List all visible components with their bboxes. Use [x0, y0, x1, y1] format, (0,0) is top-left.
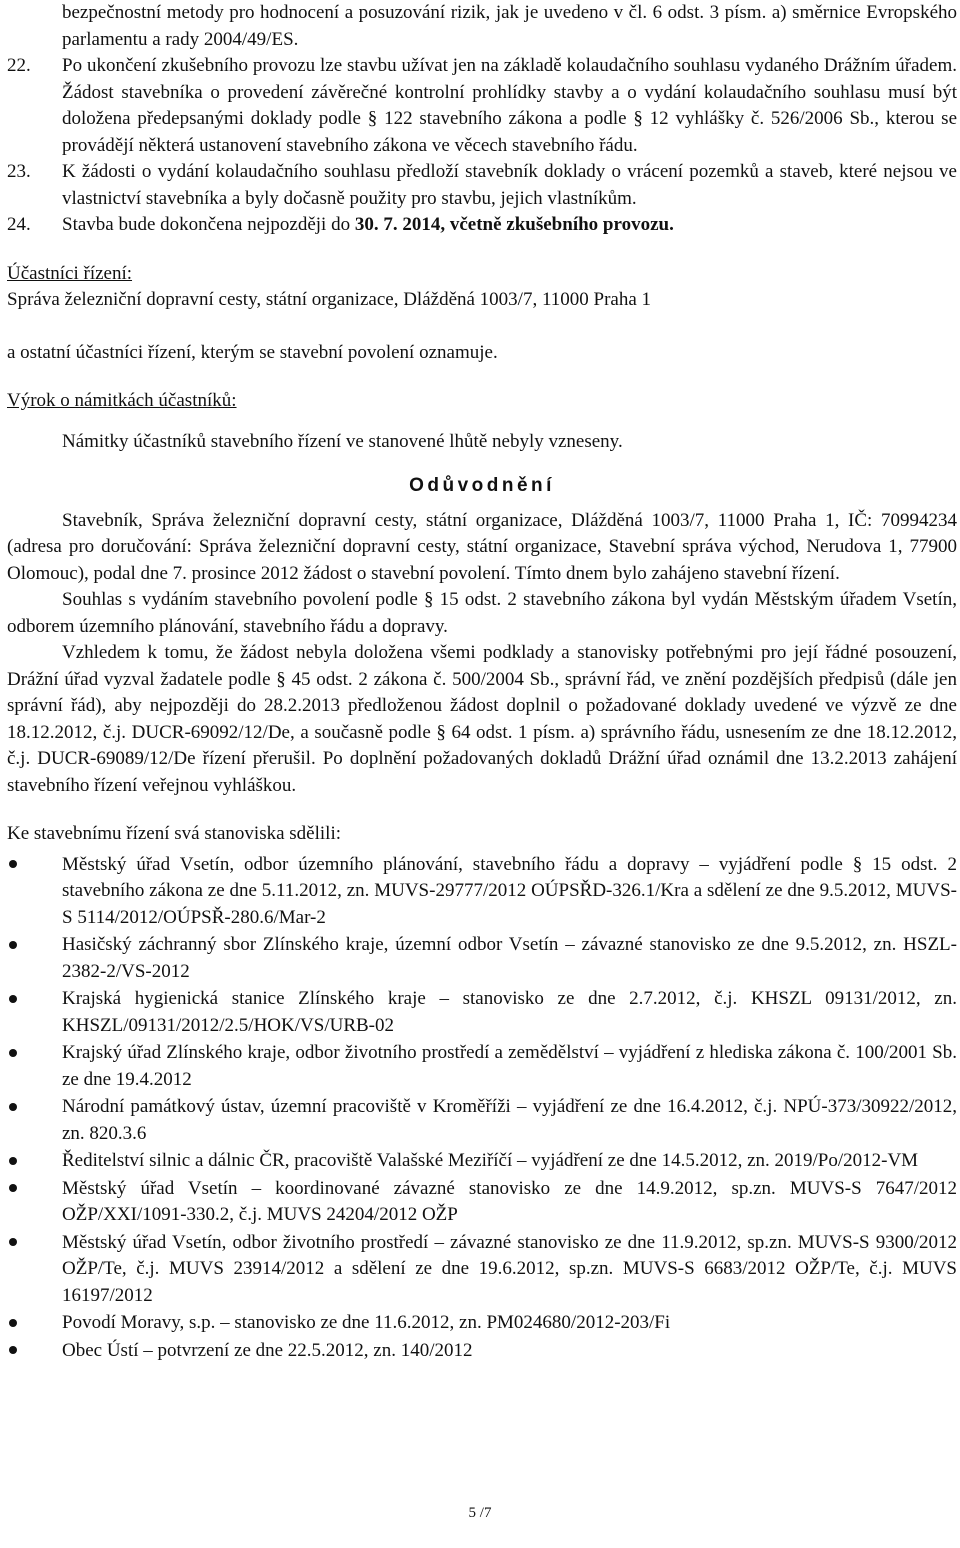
bullet-icon	[7, 1230, 62, 1310]
statement-text: Městský úřad Vsetín, odbor životního prostředí – závazné stanovisko ze dne 11.9.2012, sp.zn. MUVS-S 9300/2012 OŽP/Te, č.j. MUVS 23914/2012 a sdělení ze dne 19.6.2012, sp.zn. MUVS-S 6683/2012 OŽP/Te, č.j. MUVS 16197/2012	[62, 1231, 957, 1306]
objections-heading: Výrok o námitkách účastníků:	[7, 390, 237, 411]
statement-text: Hasičský záchranný sbor Zlínského kraje, územní odbor Vsetín – závazné stanovisko ze dne 9.5.2012, zn. HSZL-2382-2/VS-2012	[62, 934, 957, 982]
list-item	[7, 932, 957, 985]
document-page	[7, 0, 957, 1365]
bullet-icon	[7, 1338, 62, 1365]
bullet-icon	[7, 1040, 62, 1093]
statement-text: Městský úřad Vsetín, odbor územního plánování, stavebního řádu a dopravy – vyjádření podle § 15 odst. 2 stavebního zákona ze dne 5.11.2012, zn. MUVS-29777/2012 OÚPSŘD-326.1/Kra a sdělení ze dne 9.5.2012, MUVS-S 5114/2012/OÚPSŘ-280.6/Mar-2	[62, 853, 957, 928]
objections-text: Námitky účastníků stavebního řízení ve stanovené lhůtě nebyly vzneseny.	[62, 430, 623, 452]
statement-text: Městský úřad Vsetín – koordinované závazné stanovisko ze dne 14.9.2012, sp.zn. MUVS-S 7647/2012 OŽP/XXI/1091-330.2, č.j. MUVS 24204/2012 OŽP	[62, 1177, 957, 1225]
continuation-line-1: bezpečnostní metody pro hodnocení a posuzování rizik, jak je uvedeno v čl. 6 odst. 3 písm. a)	[62, 2, 787, 23]
bullet-icon	[7, 932, 62, 985]
participants-line-2: a ostatní účastníci řízení, kterým se stavební povolení oznamuje.	[7, 341, 498, 363]
bullet-icon	[7, 852, 62, 932]
list-item	[7, 1040, 957, 1093]
condition-text	[62, 212, 957, 239]
statement-text: Povodí Moravy, s.p. – stanovisko ze dne 11.6.2012, zn. PM024680/2012-203/Fi	[62, 1312, 671, 1333]
statement-text: Ředitelství silnic a dálnic ČR, pracoviště Valašské Meziříčí – vyjádření ze dne 14.5.2012, zn. 2019/Po/2012-VM	[62, 1150, 919, 1171]
reasoning-paragraph-1: Stavebník, Správa železniční dopravní cesty, státní organizace, Dlážděná 1003/7, 11000 Praha 1, IČ: 70994234 (adresa pro doručování: Správa železniční dopravní cesty, státní organizace, Stavební správa východ, Nerudova 1, 77900 Olomouc), podal dne 7. prosince 2012 žádost o stavební povolení. Tímto dnem bylo zahájeno stavební řízení.	[7, 509, 957, 584]
continuation-line-2: směrnice Evropského parlamentu a rady 2004/49/ES.	[62, 2, 958, 50]
bullet-icon	[7, 1148, 62, 1175]
bullet-icon	[7, 1094, 62, 1147]
statement-text: Krajský úřad Zlínského kraje, odbor životního prostředí a zemědělství – vyjádření z hlediska zákona č. 100/2001 Sb. ze dne 19.4.2012	[62, 1042, 957, 1090]
reasoning-paragraph-2: Souhlas s vydáním stavebního povolení podle § 15 odst. 2 stavebního zákona byl vydán Městským úřadem Vsetín, odborem územního plánování, stavebního řádu a dopravy.	[7, 589, 957, 637]
list-item	[7, 1230, 957, 1310]
bullet-icon	[7, 1176, 62, 1229]
list-item	[7, 1338, 957, 1365]
condition-text: K žádosti o vydání kolaudačního souhlasu předloží stavebník doklady o vrácení pozemků a staveb, které nejsou ve vlastnictví stavebníka a byly dočasně použity pro stavbu, jejich vlastníkům.	[62, 161, 957, 209]
condition-number: 23.	[7, 161, 31, 182]
list-item	[7, 1148, 957, 1175]
completion-deadline: 30. 7. 2014, včetně zkušebního provozu.	[354, 214, 674, 235]
list-item	[7, 986, 957, 1039]
condition-number: 22.	[7, 55, 31, 76]
statement-text: Národní památkový ústav, územní pracoviště v Kroměříži – vyjádření ze dne 16.4.2012, č.j. NPÚ-373/30922/2012, zn. 820.3.6	[62, 1096, 957, 1144]
statements-intro: Ke stavebnímu řízení svá stanoviska sdělili:	[7, 823, 342, 844]
condition-text: Po ukončení zkušebního provozu lze stavbu užívat jen na základě kolaudačního souhlasu vydaného Drážním úřadem. Žádost stavebníka o provedení závěrečné kontrolní prohlídky stavby a o vydání kolaudačního souhlasu musí být doložena předepsanými doklady podle § 122 stavebního zákona a podle § 12 vyhlášky č. 526/2006 Sb., kterou se provádějí některá ustanovení stavebního zákona ve věcech stavebního řádu.	[62, 55, 957, 156]
statements-list	[7, 852, 957, 1365]
condition-item-22	[7, 53, 957, 159]
condition-item-24	[7, 212, 957, 239]
statement-text: Krajská hygienická stanice Zlínského kraje – stanovisko ze dne 2.7.2012, č.j. KHSZL 09131/2012, zn. KHSZL/09131/2012/2.5/HOK/VS/URB-02	[62, 988, 957, 1036]
reasoning-paragraph-3: Vzhledem k tomu, že žádost nebyla doložena všemi podklady a stanovisky potřebnými pro její řádné posouzení, Drážní úřad vyzval žadatele podle § 45 odst. 2 zákona č. 500/2004 Sb., správní řád, ve znění pozdějších předpisů (dále jen správní řád), aby nejpozději do 28.2.2013 předloženou žádost doplnil o požadované doklady uvedené ve výzvě ze dne 18.12.2012, č.j. DUCR-69092/12/De, a současně podle § 64 odst. 1 písm. a) správního řádu, usnesením ze dne 18.12.2012, č.j. DUCR-69089/12/De řízení přerušil. Po doplnění požadovaných dokladů Drážní úřad oznámil dne 13.2.2013 zahájení stavebního řízení veřejnou vyhláškou.	[7, 642, 957, 796]
list-item	[7, 852, 957, 932]
list-item	[7, 1094, 957, 1147]
list-item	[7, 1176, 957, 1229]
reasoning-title: Odůvodnění	[409, 475, 555, 496]
statement-text: Obec Ústí – potvrzení ze dne 22.5.2012, zn. 140/2012	[62, 1339, 473, 1361]
condition-text-plain: Stavba bude dokončena nejpozději do	[62, 214, 355, 235]
top-continuation	[7, 0, 957, 53]
condition-item-23	[7, 159, 957, 212]
page-number: 5 /7	[468, 1505, 492, 1521]
participants-heading: Účastníci řízení:	[7, 262, 133, 284]
participants-line-1: Správa železniční dopravní cesty, státní organizace, Dlážděná 1003/7, 11000 Praha 1	[7, 289, 652, 310]
bullet-icon	[7, 1310, 62, 1337]
list-item	[7, 1310, 957, 1337]
bullet-icon	[7, 986, 62, 1039]
condition-number: 24.	[7, 214, 31, 235]
